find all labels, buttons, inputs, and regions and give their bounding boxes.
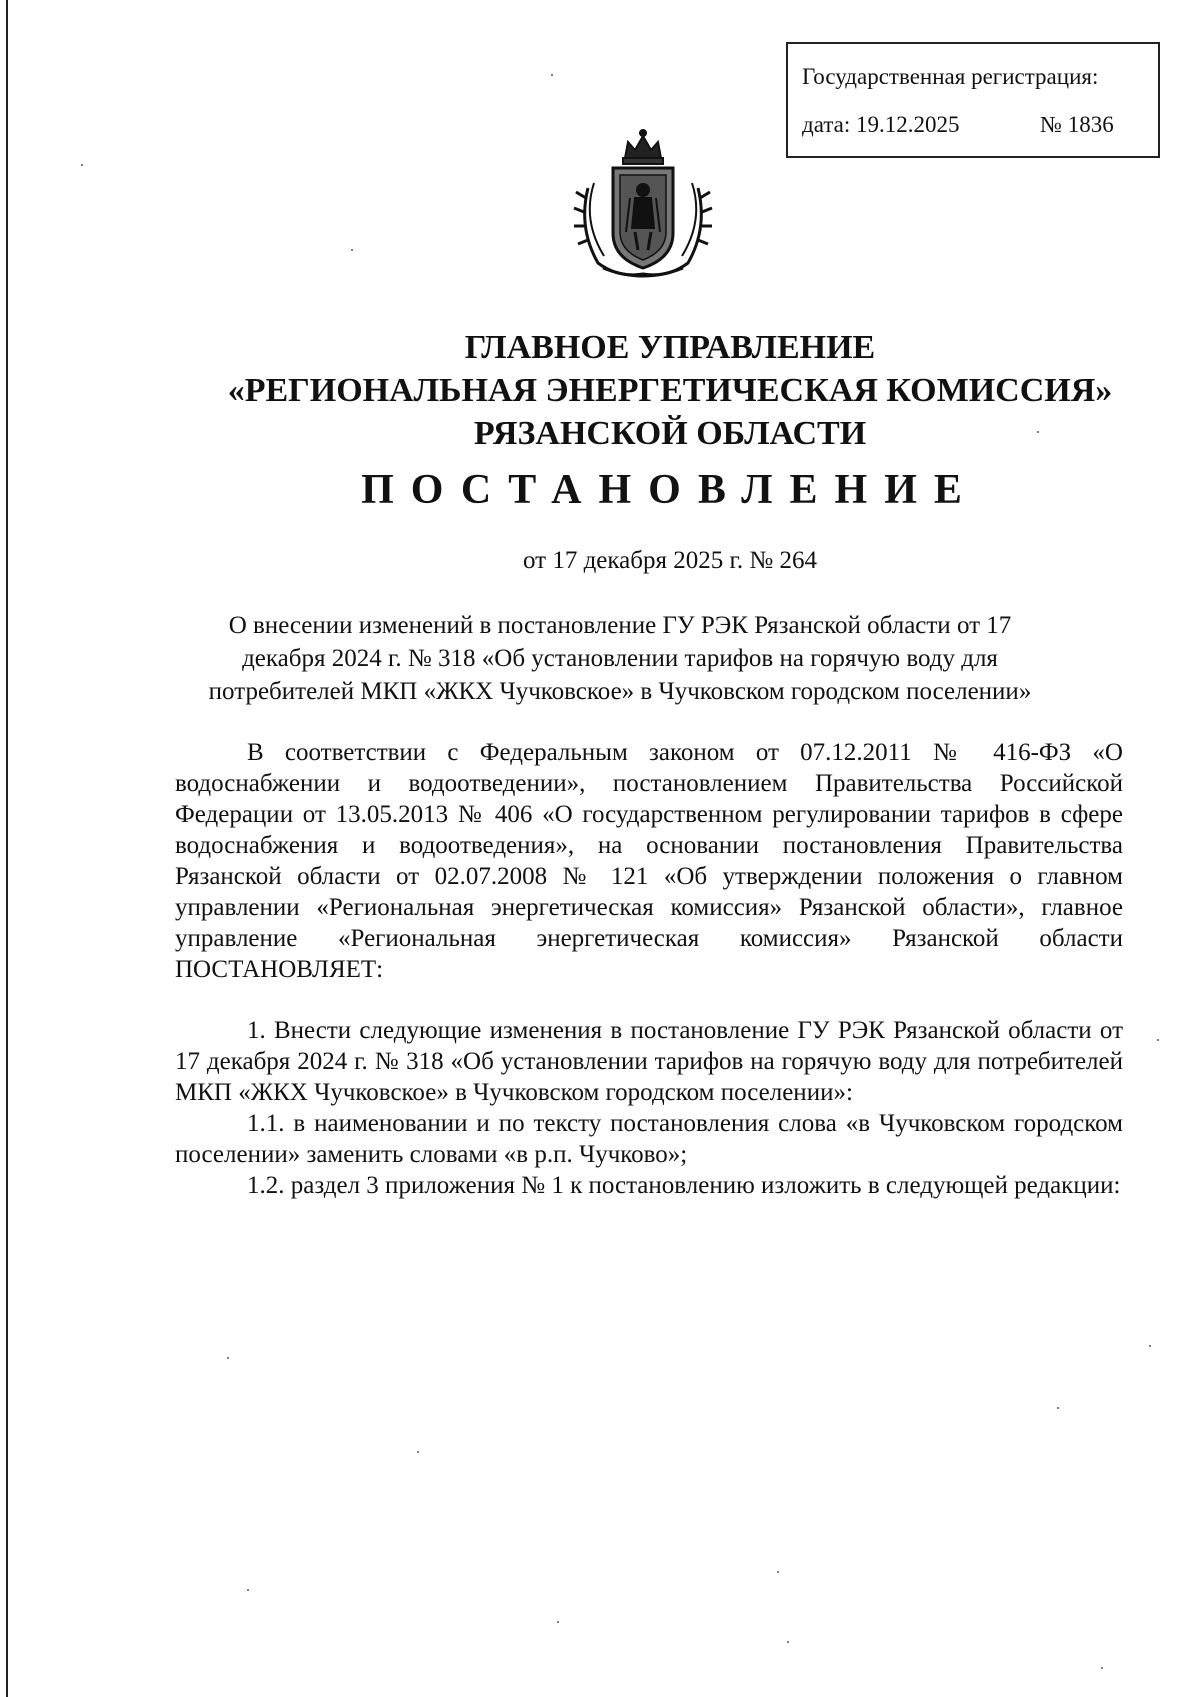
- org-name-line-2: «РЕГИОНАЛЬНАЯ ЭНЕРГЕТИЧЕСКАЯ КОМИССИЯ»: [227, 372, 1113, 409]
- subject-line-2: декабря 2024 г. № 318 «Об установлении тарифов на горячую воду для: [242, 645, 998, 672]
- registration-date: дата: 19.12.2025: [802, 112, 960, 137]
- preamble-paragraph: В соответствии с Федеральным законом от 07.12.2011 № 416-ФЗ «О водоснабжении и водоотведении», постановлением Правительства Российской Федерации от 13.05.2013 № 406 «О государственном регулировании тарифов в сфере водоснабжения и водоотведения», на основании постановления Правительства Рязанской области от 02.07.2008 № 121 «Об утверждении положения о главном управлении «Региональная энергетическая комиссия» Рязанской области», главное управление «Региональная энергетическая комиссия» Рязанской области ПОСТАНОВЛЯЕТ:: [175, 739, 1123, 983]
- registration-number: № 1836: [1040, 112, 1114, 137]
- item-1-1-paragraph: 1.1. в наименовании и по тексту постановления слова «в Чучковском городском поселении» заменить словами «в р.п. Чучково»;: [175, 1110, 1123, 1168]
- item-1-2-paragraph: 1.2. раздел 3 приложения № 1 к постановлению изложить в следующей редакции:: [247, 1172, 1121, 1199]
- org-name-line-3: РЯЗАНСКОЙ ОБЛАСТИ: [473, 415, 867, 452]
- document-date: от 17 декабря 2025 г. № 264: [522, 547, 818, 574]
- subject-line-1: О внесении изменений в постановление ГУ РЭК Рязанской области от 17: [228, 612, 1012, 639]
- item-1-paragraph: 1. Внести следующие изменения в постановление ГУ РЭК Рязанской области от 17 декабря 2024 г. № 318 «Об установлении тарифов на горячую воду для потребителей МКП «ЖКХ Чучковское» в Чучковском городском поселении»:: [175, 1017, 1123, 1106]
- org-name-line-1: ГЛАВНОЕ УПРАВЛЕНИЕ: [464, 329, 876, 366]
- registration-title: Государственная регистрация:: [802, 64, 1099, 89]
- document-type: ПОСТАНОВЛЕНИЕ: [361, 467, 979, 513]
- subject-line-3: потребителей МКП «ЖКХ Чучковское» в Чучковском городском поселении»: [208, 678, 1032, 705]
